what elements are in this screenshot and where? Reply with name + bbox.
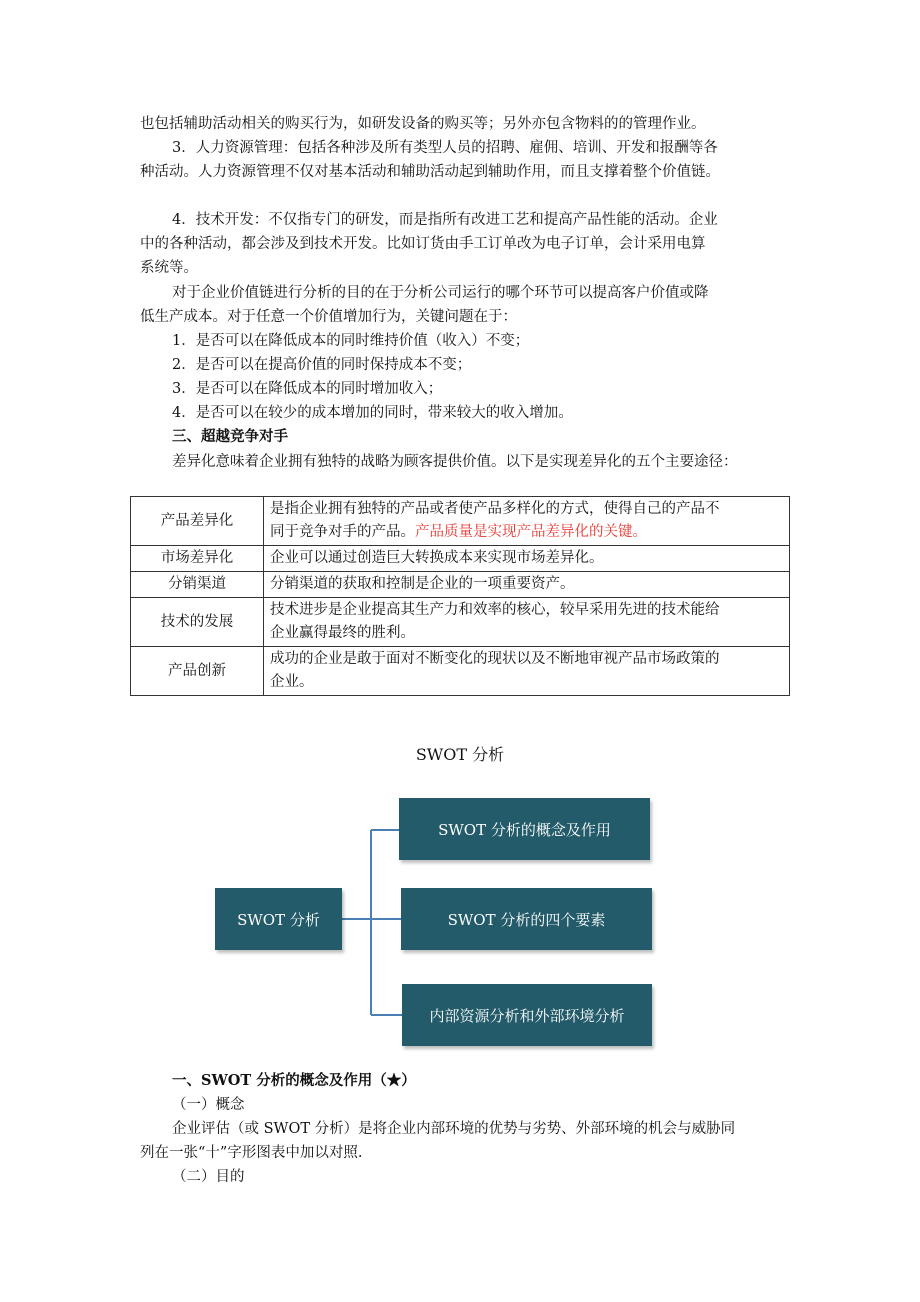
table-key-cell: 产品差异化 [131,497,264,546]
list-item: 4．是否可以在较少的成本增加的同时，带来较大的收入增加。 [172,405,573,421]
section-heading: 一、SWOT 分析的概念及作用（★） [172,1072,416,1089]
subheading: （二）目的 [172,1169,245,1185]
cell-text: 同于竞争对手的产品。 [270,524,415,540]
diagram-title: SWOT 分析 [415,745,505,764]
diagram-child-node: SWOT 分析的概念及作用 [399,798,650,860]
table-key-cell: 市场差异化 [131,546,264,572]
paragraph-line: 系统等。 [140,260,198,276]
diagram-root-node: SWOT 分析 [215,888,342,950]
paragraph-line: 企业评估（或 SWOT 分析）是将企业内部环境的优势与劣势、外部环境的机会与威胁同 [172,1121,736,1137]
cell-line: 企业赢得最终的胜利。 [270,625,415,641]
cell-line: 企业。 [270,674,314,690]
paragraph-line: 中的各种活动，都会涉及到技术开发。比如订货由手工订单改为电子订单，会计采用电算 [140,236,706,252]
paragraph-line: 种活动。人力资源管理不仅对基本活动和辅助活动起到辅助作用，而且支撑着整个价值链。 [140,164,720,180]
cell-line: 成功的企业是敢于面对不断变化的现状以及不断地审视产品市场政策的 [270,651,720,667]
table-value-cell: 企业可以通过创造巨大转换成本来实现市场差异化。 [264,546,790,572]
highlighted-text: 产品质量是实现产品差异化的关键。 [415,524,647,540]
cell-line: 是指企业拥有独特的产品或者使产品多样化的方式，使得自己的产品不 [270,501,720,517]
paragraph-line: 低生产成本。对于任意一个价值增加行为，关键问题在于： [140,309,517,325]
paragraph-line: 3．人力资源管理：包括各种涉及所有类型人员的招聘、雇佣、培训、开发和报酬等各 [172,140,718,156]
cell-line: 技术进步是企业提高其生产力和效率的核心，较早采用先进的技术能给 [270,602,720,618]
table-value-cell: 分销渠道的获取和控制是企业的一项重要资产。 [264,572,790,598]
list-item: 1．是否可以在降低成本的同时维持价值（收入）不变； [172,333,530,349]
table-key-cell: 技术的发展 [131,598,264,647]
subheading: （一）概念 [172,1097,245,1113]
paragraph-line: 列在一张“十”字形图表中加以对照. [140,1145,363,1161]
section-heading: 三、超越竞争对手 [172,428,288,445]
paragraph-line: 差异化意味着企业拥有独特的战略为顾客提供价值。以下是实现差异化的五个主要途径： [172,454,738,470]
paragraph-line: 对于企业价值链进行分析的目的在于分析公司运行的哪个环节可以提高客户价值或降 [172,285,709,301]
table-key-cell: 分销渠道 [131,572,264,598]
list-item: 2．是否可以在提高价值的同时保持成本不变； [172,357,472,373]
table-key-cell: 产品创新 [131,647,264,696]
paragraph-line: 4．技术开发：不仅指专门的研发，而是指所有改进工艺和提高产品性能的活动。企业 [172,212,718,228]
diagram-child-node: 内部资源分析和外部环境分析 [402,984,652,1046]
diagram-child-node: SWOT 分析的四个要素 [401,888,652,950]
paragraph-line: 也包括辅助活动相关的购买行为，如研发设备的购买等；另外亦包含物料的的管理作业。 [140,116,706,132]
list-item: 3．是否可以在降低成本的同时增加收入； [172,381,443,397]
